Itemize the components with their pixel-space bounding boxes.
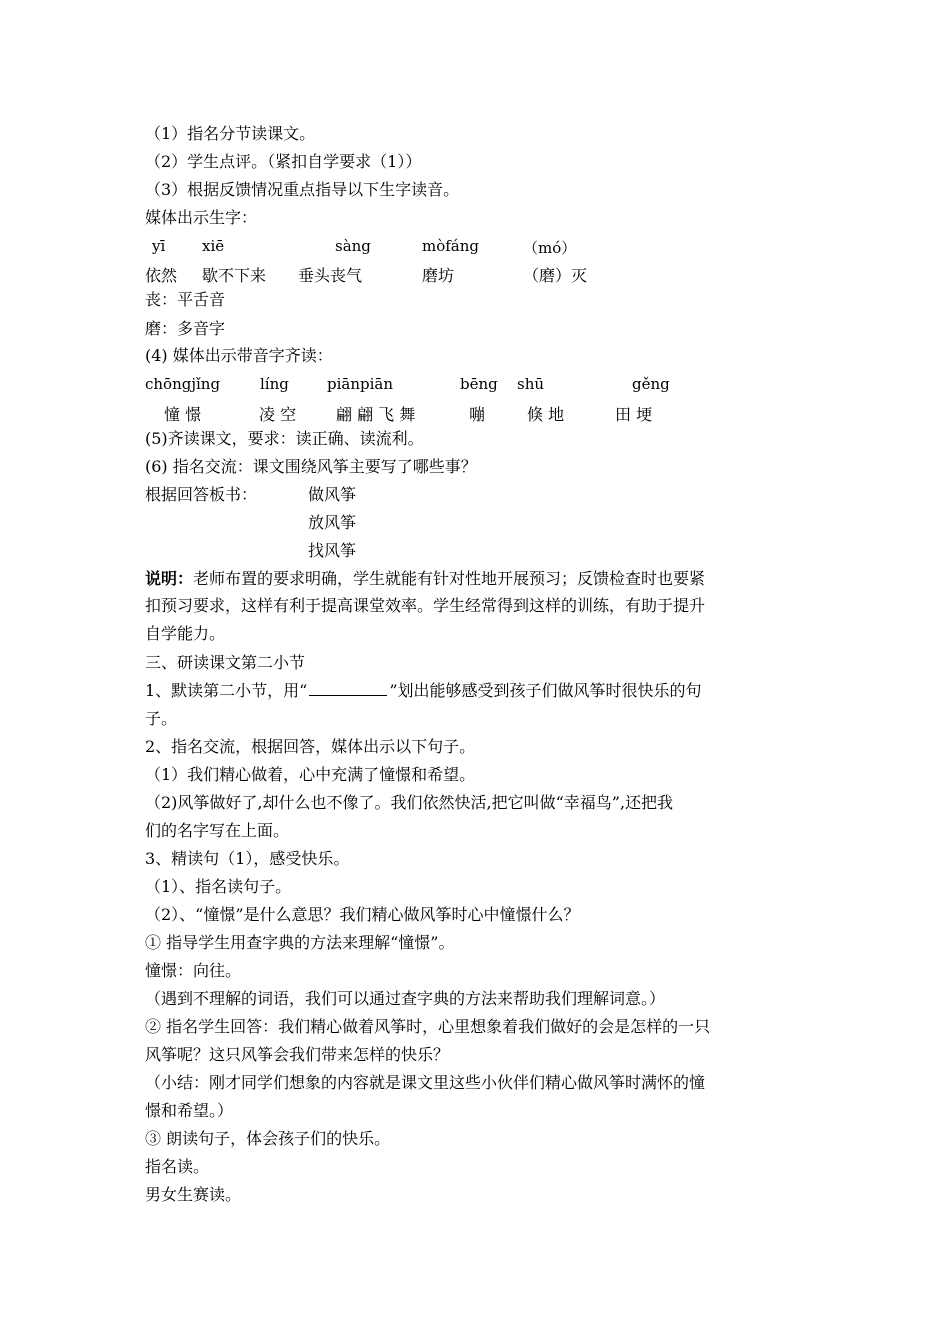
note-paragraph-line: 自学能力。 [145,624,226,643]
sentence-1: （1）我们精心做着，心中充满了憧憬和希望。 [145,765,476,784]
word: 倏 地 [527,405,565,424]
step-4: (4) 媒体出示带音字齐读： [145,346,333,365]
pinyin: piānpiān [327,375,394,393]
underline-blank [309,681,387,696]
step-1: （1）指名分节读课文。 [145,124,316,143]
task-3: 3、精读句（1），感受快乐。 [145,849,350,868]
note-polyphone: 磨：多音字 [145,319,226,338]
note-paragraph-line [145,566,705,592]
sentence-2-cont: 们的名字写在上面。 [145,821,290,840]
note-paragraph-line: 扣预习要求，这样有利于提高课堂效率。学生经常得到这样的训练，有助于提升 [145,596,706,615]
board-item: 做风筝 [308,485,357,504]
pinyin: gěng [632,375,670,393]
task-1-text: ”划出能够感受到孩子们做风筝时很快乐的句 [389,681,702,700]
reading-activity: 指名读。 [145,1157,210,1176]
task-2: 2、指名交流，根据回答，媒体出示以下句子。 [145,737,476,756]
pinyin: bēng [460,375,498,393]
pinyin: sàng [335,237,371,255]
word: 田 埂 [615,405,653,424]
definition-note: （遇到不理解的词语，我们可以通过查字典的方法来帮助我们理解词意。） [145,989,666,1008]
pinyin: shū [517,375,545,393]
pinyin: mòfáng [422,237,480,255]
section-heading: 三、研读课文第二小节 [145,653,306,672]
note-text: 老师布置的要求明确，学生就能有针对性地开展预习；反馈检查时也要紧 [193,569,706,588]
word: 凌 空 [259,405,297,424]
sentence-2: （2)风筝做好了,却什么也不像了。我们依然快活,把它叫做“幸福鸟”,还把我 [145,793,674,812]
word: 翩 翩 飞 舞 [336,405,416,424]
step-2: （2）学生点评。（紧扣自学要求（1）） [145,152,422,171]
task-3-sub-2: （2）、“憧憬”是什么意思？我们精心做风筝时心中憧憬什么？ [145,905,580,924]
summary-cont: 憬和希望。） [145,1101,234,1120]
task-1-text: 1、默读第二小节，用“ [145,681,308,700]
note-label: 说明： [145,569,194,588]
circled-step-2: ② 指名学生回答：我们精心做着风筝时，心里想象着我们做好的会是怎样的一只 [145,1017,711,1036]
pinyin: yī [152,237,166,255]
word: 依然 [145,266,178,285]
pinyin: líng [260,375,289,393]
pinyin: chōngjǐng [145,375,221,393]
board-heading: 根据回答板书： [145,485,258,504]
definition: 憧憬：向往。 [145,961,242,980]
board-item: 找风筝 [308,541,357,560]
board-item: 放风筝 [308,513,357,532]
word: 憧 憬 [164,405,202,424]
word: 垂头丧气 [298,266,363,285]
circled-step-3: ③ 朗读句子，体会孩子们的快乐。 [145,1129,391,1148]
reading-activity: 男女生赛读。 [145,1185,242,1204]
word: （磨）灭 [523,266,588,285]
task-1 [145,678,702,704]
media-heading: 媒体出示生字： [145,208,258,227]
step-3: （3）根据反馈情况重点指导以下生字读音。 [145,180,460,199]
word: 歇不下来 [202,266,267,285]
summary: （小结：刚才同学们想象的内容就是课文里这些小伙伴们精心做风筝时满怀的憧 [145,1073,706,1092]
task-3-sub-1: （1）、指名读句子。 [145,877,292,896]
pinyin: （mó） [523,239,577,257]
circled-step-1: ① 指导学生用查字典的方法来理解“憧憬”。 [145,933,455,952]
circled-step-2-cont: 风筝呢？这只风筝会我们带来怎样的快乐？ [145,1045,450,1064]
pinyin: xiē [202,237,225,255]
note-flat-tongue: 丧：平舌音 [145,290,226,309]
step-5: (5)齐读课文，要求：读正确、读流利。 [145,429,424,448]
word: 嘣 [469,405,486,424]
step-6: (6) 指名交流：课文围绕风筝主要写了哪些事？ [145,457,477,476]
word: 磨坊 [422,266,455,285]
task-1-cont: 子。 [145,709,178,728]
